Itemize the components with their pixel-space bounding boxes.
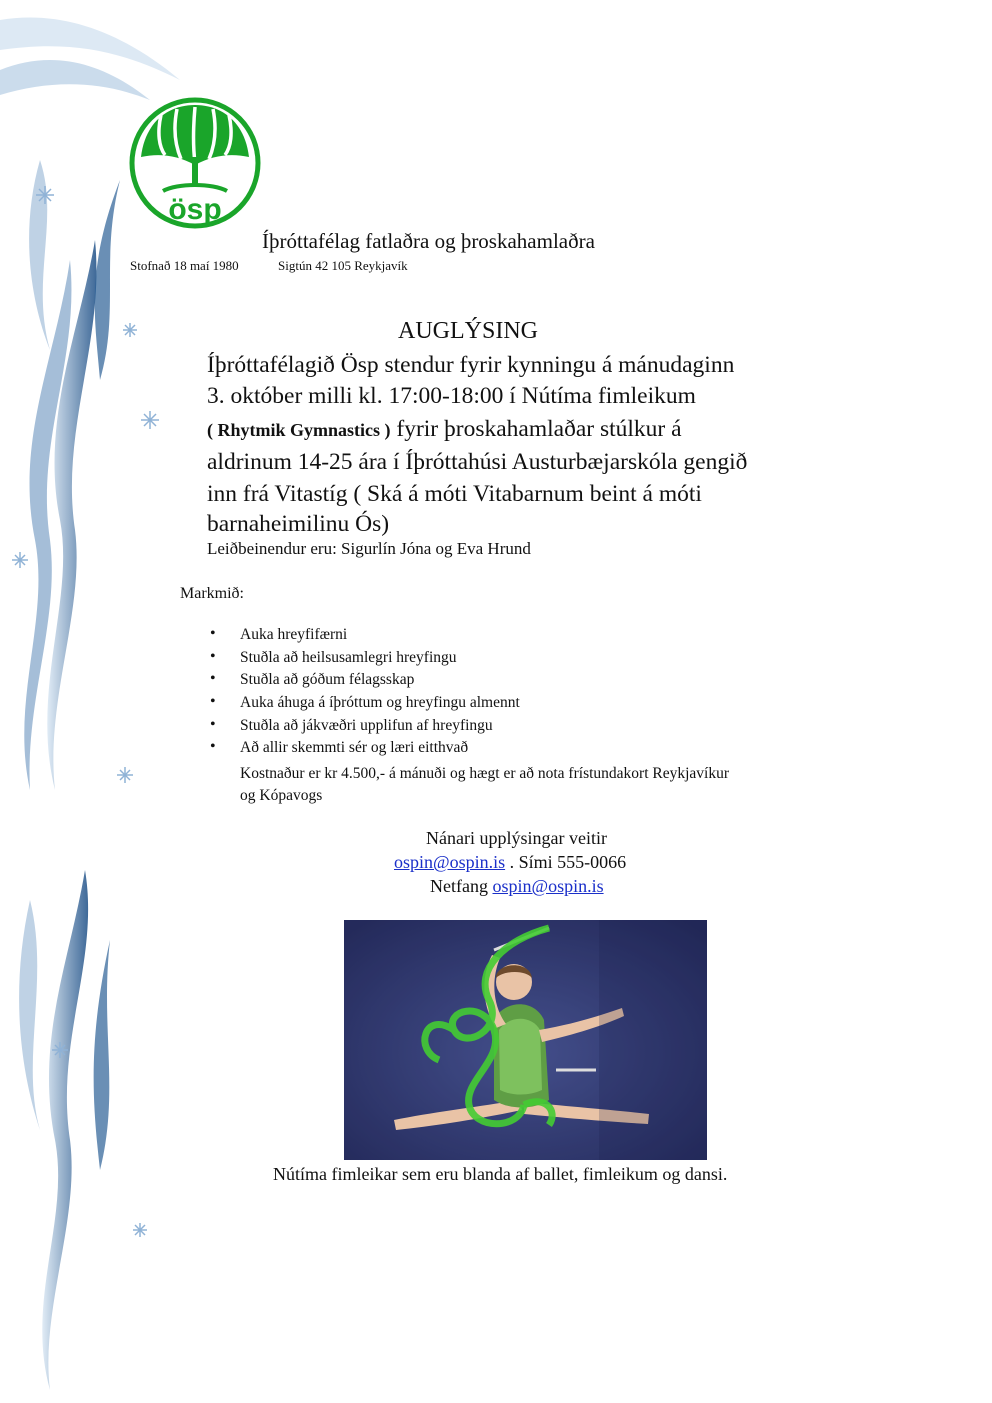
- contact-heading: Nánari upplýsingar veitir: [426, 828, 607, 848]
- goal-item: • Að allir skemmti sér og læri eitthvað: [210, 739, 520, 762]
- contact-line: [394, 852, 626, 873]
- email-link[interactable]: ospin@ospin.is: [394, 852, 506, 872]
- email-link[interactable]: ospin@ospin.is: [492, 876, 604, 896]
- announcement-line: Íþróttafélagið Ösp stendur fyrir kynningu á mánudaginn: [207, 352, 735, 378]
- photo-caption: Nútíma fimleikar sem eru blanda af ballet, fimleikum og dansi.: [273, 1164, 728, 1184]
- netfang-line: [430, 876, 604, 897]
- rhythmic-gymnastics-label: ( Rhytmik Gymnastics ): [207, 420, 391, 440]
- club-name: Íþróttafélag fatlaðra og þroskahamlaðra: [262, 229, 595, 253]
- cost-info: Kostnaður er kr 4.500,- á mánuði og hægt er að nota frístundakort Reykjavíkur: [240, 765, 729, 782]
- netfang-label: Netfang: [430, 876, 493, 896]
- goals-list: [210, 626, 520, 762]
- goal-item: • Auka áhuga á íþróttum og hreyfingu almennt: [210, 694, 520, 717]
- announcement-line: 3. október milli kl. 17:00-18:00 í Nútíma fimleikum: [207, 383, 696, 409]
- goal-item: • Auka hreyfifærni: [210, 626, 520, 649]
- announcement-line: [207, 414, 682, 446]
- announcement-line: aldrinum 14-25 ára í Íþróttahúsi Austurbæjarskóla gengið: [207, 449, 748, 475]
- phone-number: . Sími 555-0066: [505, 852, 627, 872]
- gymnast-photo: [344, 920, 707, 1160]
- cost-info: og Kópavogs: [240, 787, 323, 804]
- logo-text: ösp: [168, 193, 222, 226]
- announcement-heading: AUGLÝSING: [398, 318, 538, 344]
- osp-logo: [127, 95, 263, 249]
- announcement-line: barnaheimilinu Ós): [207, 511, 390, 537]
- announcement-line-rest: fyrir þroskahamlaðar stúlkur á: [390, 416, 682, 442]
- instructors: Leiðbeinendur eru: Sigurlín Jóna og Eva Hrund: [207, 539, 531, 558]
- founded-date: Stofnað 18 maí 1980: [130, 258, 239, 273]
- goal-item: • Stuðla að heilsusamlegri hreyfingu: [210, 649, 520, 672]
- goals-label: Markmið:: [180, 585, 244, 602]
- announcement-line: inn frá Vitastíg ( Ská á móti Vitabarnum beint á móti: [207, 481, 702, 507]
- goal-item: • Stuðla að góðum félagsskap: [210, 671, 520, 694]
- goal-item: • Stuðla að jákvæðri upplifun af hreyfingu: [210, 717, 520, 740]
- club-address: Sigtún 42 105 Reykjavík: [278, 258, 408, 273]
